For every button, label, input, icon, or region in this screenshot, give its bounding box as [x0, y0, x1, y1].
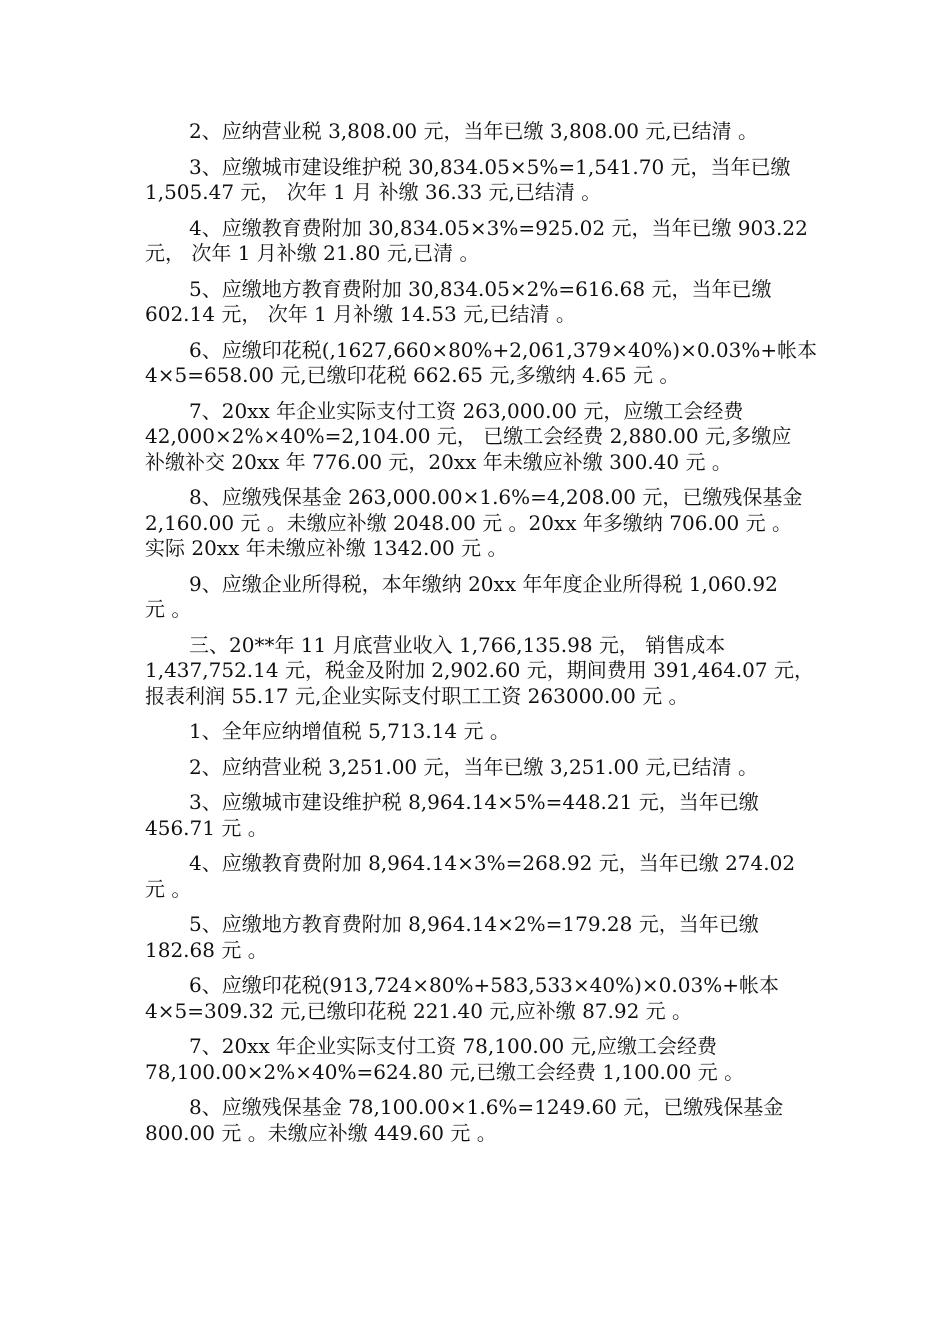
paragraph-line: 3、应缴城市建设维护税 30,834.05×5%=1,541.70 元，当年已缴 [189, 154, 791, 179]
paragraph-line: 5、应缴地方教育费附加 8,964.14×2%=179.28 元，当年已缴 [189, 912, 759, 936]
paragraph-line: 元 。 [145, 876, 192, 901]
paragraph-line: 三、20**年 11 月底营业收入 1,766,135.98 元， 销售成本 [189, 632, 726, 657]
paragraph [145, 851, 833, 902]
paragraph-line: 元 。 [145, 597, 192, 621]
paragraph-line: 602.14 元， 次年 1 月补缴 14.53 元,已结清 。 [145, 302, 576, 326]
paragraph-line: 补缴补交 20xx 年 776.00 元，20xx 年未缴应补缴 300.40 元 。 [145, 449, 732, 474]
paragraph-line: 3、应缴城市建设维护税 8,964.14×5%=448.21 元，当年已缴 [189, 790, 759, 814]
paragraph [145, 399, 833, 476]
paragraph-line: 456.71 元 。 [145, 815, 268, 840]
paragraph-line: 78,100.00×2%×40%=624.80 元,已缴工会经费 1,100.00 元 。 [145, 1059, 745, 1084]
paragraph-line: 8、应缴残保基金 263,000.00×1.6%=4,208.00 元，已缴残保基金 [189, 485, 803, 509]
paragraph-line: 8、应缴残保基金 78,100.00×1.6%=1249.60 元，已缴残保基金 [189, 1095, 784, 1119]
paragraph [145, 755, 833, 781]
paragraph-line: 2、应纳营业税 3,808.00 元，当年已缴 3,808.00 元,已结清 。 [189, 119, 758, 143]
paragraph-line: 42,000×2%×40%=2,104.00 元， 已缴工会经费 2,880.00 元,多缴应 [145, 424, 792, 448]
paragraph-line: 9、应缴企业所得税，本年缴纳 20xx 年年度企业所得税 1,060.92 [189, 571, 778, 596]
paragraph [145, 1095, 833, 1146]
paragraph [145, 485, 833, 562]
paragraph-line: 7、20xx 年企业实际支付工资 78,100.00 元,应缴工会经费 [189, 1034, 717, 1058]
paragraph-line: 2、应纳营业税 3,251.00 元，当年已缴 3,251.00 元,已结清 。 [189, 754, 758, 779]
paragraph-line: 6、应缴印花税(,1627,660×80%+2,061,379×40%)×0.03%+帐本 [189, 337, 818, 362]
paragraph [145, 572, 833, 623]
paragraph-line: 1、全年应纳增值税 5,713.14 元 。 [189, 719, 510, 743]
paragraph [145, 277, 833, 328]
paragraph-line: 1,437,752.14 元，税金及附加 2,902.60 元，期间费用 391,464.07 元， [145, 658, 814, 682]
paragraph-line: 182.68 元 。 [145, 937, 268, 962]
paragraph [145, 119, 833, 145]
document-body [145, 119, 833, 1156]
paragraph-line: 报表利润 55.17 元,企业实际支付职工工资 263000.00 元 。 [145, 683, 689, 708]
paragraph-line: 7、20xx 年企业实际支付工资 263,000.00 元，应缴工会经费 [189, 398, 744, 423]
paragraph [145, 719, 833, 745]
paragraph [145, 790, 833, 841]
paragraph-line: 4×5=658.00 元,已缴印花税 662.65 元,多缴纳 4.65 元 。 [145, 363, 680, 387]
paragraph [145, 973, 833, 1024]
paragraph-line: 800.00 元 。未缴应补缴 449.60 元 。 [145, 1120, 497, 1145]
paragraph [145, 1034, 833, 1085]
paragraph [145, 633, 833, 710]
paragraph-line: 4×5=309.32 元,已缴印花税 221.40 元,应补缴 87.92 元 。 [145, 998, 693, 1023]
paragraph-line: 实际 20xx 年未缴应补缴 1342.00 元 。 [145, 536, 508, 560]
paragraph-line: 1,505.47 元， 次年 1 月 补缴 36.33 元,已结清 。 [145, 180, 602, 204]
paragraph-line: 6、应缴印花税(913,724×80%+583,533×40%)×0.03%+帐本 [189, 973, 779, 997]
paragraph [145, 216, 833, 267]
paragraph-line: 4、应缴教育费附加 30,834.05×3%=925.02 元，当年已缴 903.22 [189, 215, 808, 240]
paragraph-line: 5、应缴地方教育费附加 30,834.05×2%=616.68 元，当年已缴 [189, 276, 772, 301]
paragraph-line: 2,160.00 元 。未缴应补缴 2048.00 元 。20xx 年多缴纳 706.00 元 。 [145, 510, 792, 535]
paragraph [145, 338, 833, 389]
paragraph [145, 155, 833, 206]
paragraph [145, 912, 833, 963]
paragraph-line: 4、应缴教育费附加 8,964.14×3%=268.92 元，当年已缴 274.02 [189, 851, 796, 875]
paragraph-line: 元， 次年 1 月补缴 21.80 元,已清 。 [145, 241, 480, 265]
